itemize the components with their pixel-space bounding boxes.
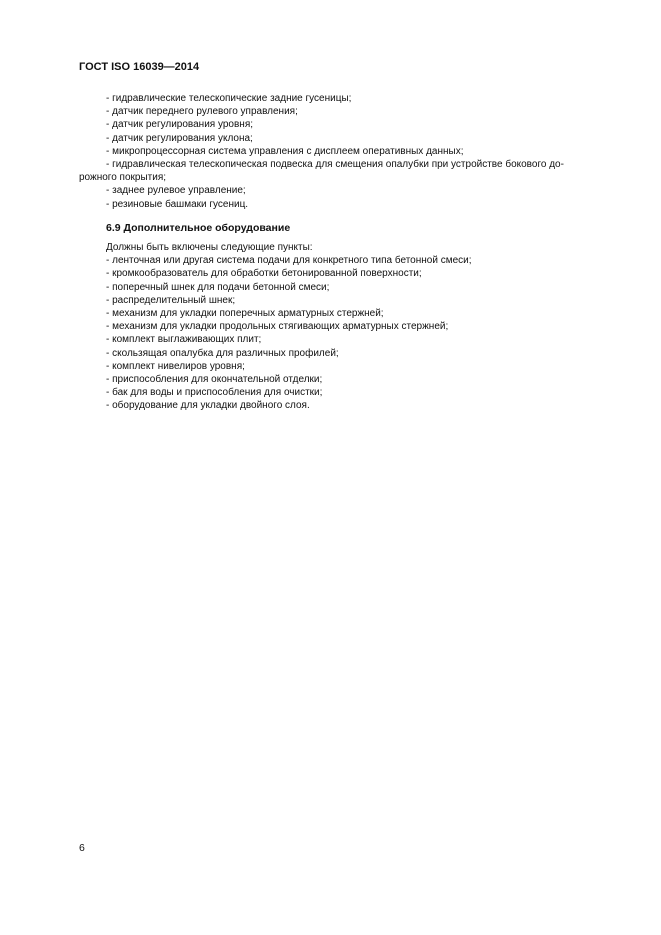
list-item: - поперечный шнек для подачи бетонной смеси; — [106, 281, 330, 293]
list-item: - механизм для укладки поперечных арматурных стержней; — [106, 308, 384, 320]
list-item: - приспособления для окончательной отделки; — [106, 374, 323, 386]
additional-equipment-list — [106, 241, 646, 413]
list-item: - кромкообразователь для обработки бетонированной поверхности; — [106, 268, 422, 280]
list-item: - заднее рулевое управление; — [106, 185, 246, 197]
list-item: - гидравлические телескопические задние гусеницы; — [106, 93, 352, 104]
list-item: - резиновые башмаки гусениц. — [106, 198, 249, 210]
equipment-list — [79, 92, 619, 211]
page-number: 6 — [79, 842, 85, 854]
document-header: ГОСТ ISO 16039—2014 — [79, 61, 200, 73]
list-item: - комплект нивелиров уровня; — [106, 360, 245, 372]
list-item: - механизм для укладки продольных стягивающих арматурных стержней; — [106, 321, 449, 333]
list-item: - бак для воды и приспособления для очистки; — [106, 387, 323, 399]
list-item: - датчик регулирования уровня; — [106, 119, 254, 131]
list-item: - комплект выглаживающих плит; — [106, 334, 262, 346]
list-item: - гидравлическая телескопическая подвеска для смещения опалубки при устройстве бокового до- — [106, 159, 564, 171]
list-item: - распределительный шнек; — [106, 294, 236, 306]
list-item: - датчик переднего рулевого управления; — [106, 106, 298, 118]
list-item-continuation: рожного покрытия; — [79, 172, 167, 184]
section-title: 6.9 Дополнительное оборудование — [106, 222, 291, 234]
list-item: - скользящая опалубка для различных профилей; — [106, 347, 339, 359]
list-item: - микропроцессорная система управления с дисплеем оперативных данных; — [106, 145, 464, 157]
list-intro: Должны быть включены следующие пункты: — [106, 242, 313, 253]
list-item: - оборудование для укладки двойного слоя. — [106, 400, 310, 412]
list-item: - датчик регулирования уклона; — [106, 132, 253, 144]
list-item: - ленточная или другая система подачи для конкретного типа бетонной смеси; — [106, 255, 472, 267]
